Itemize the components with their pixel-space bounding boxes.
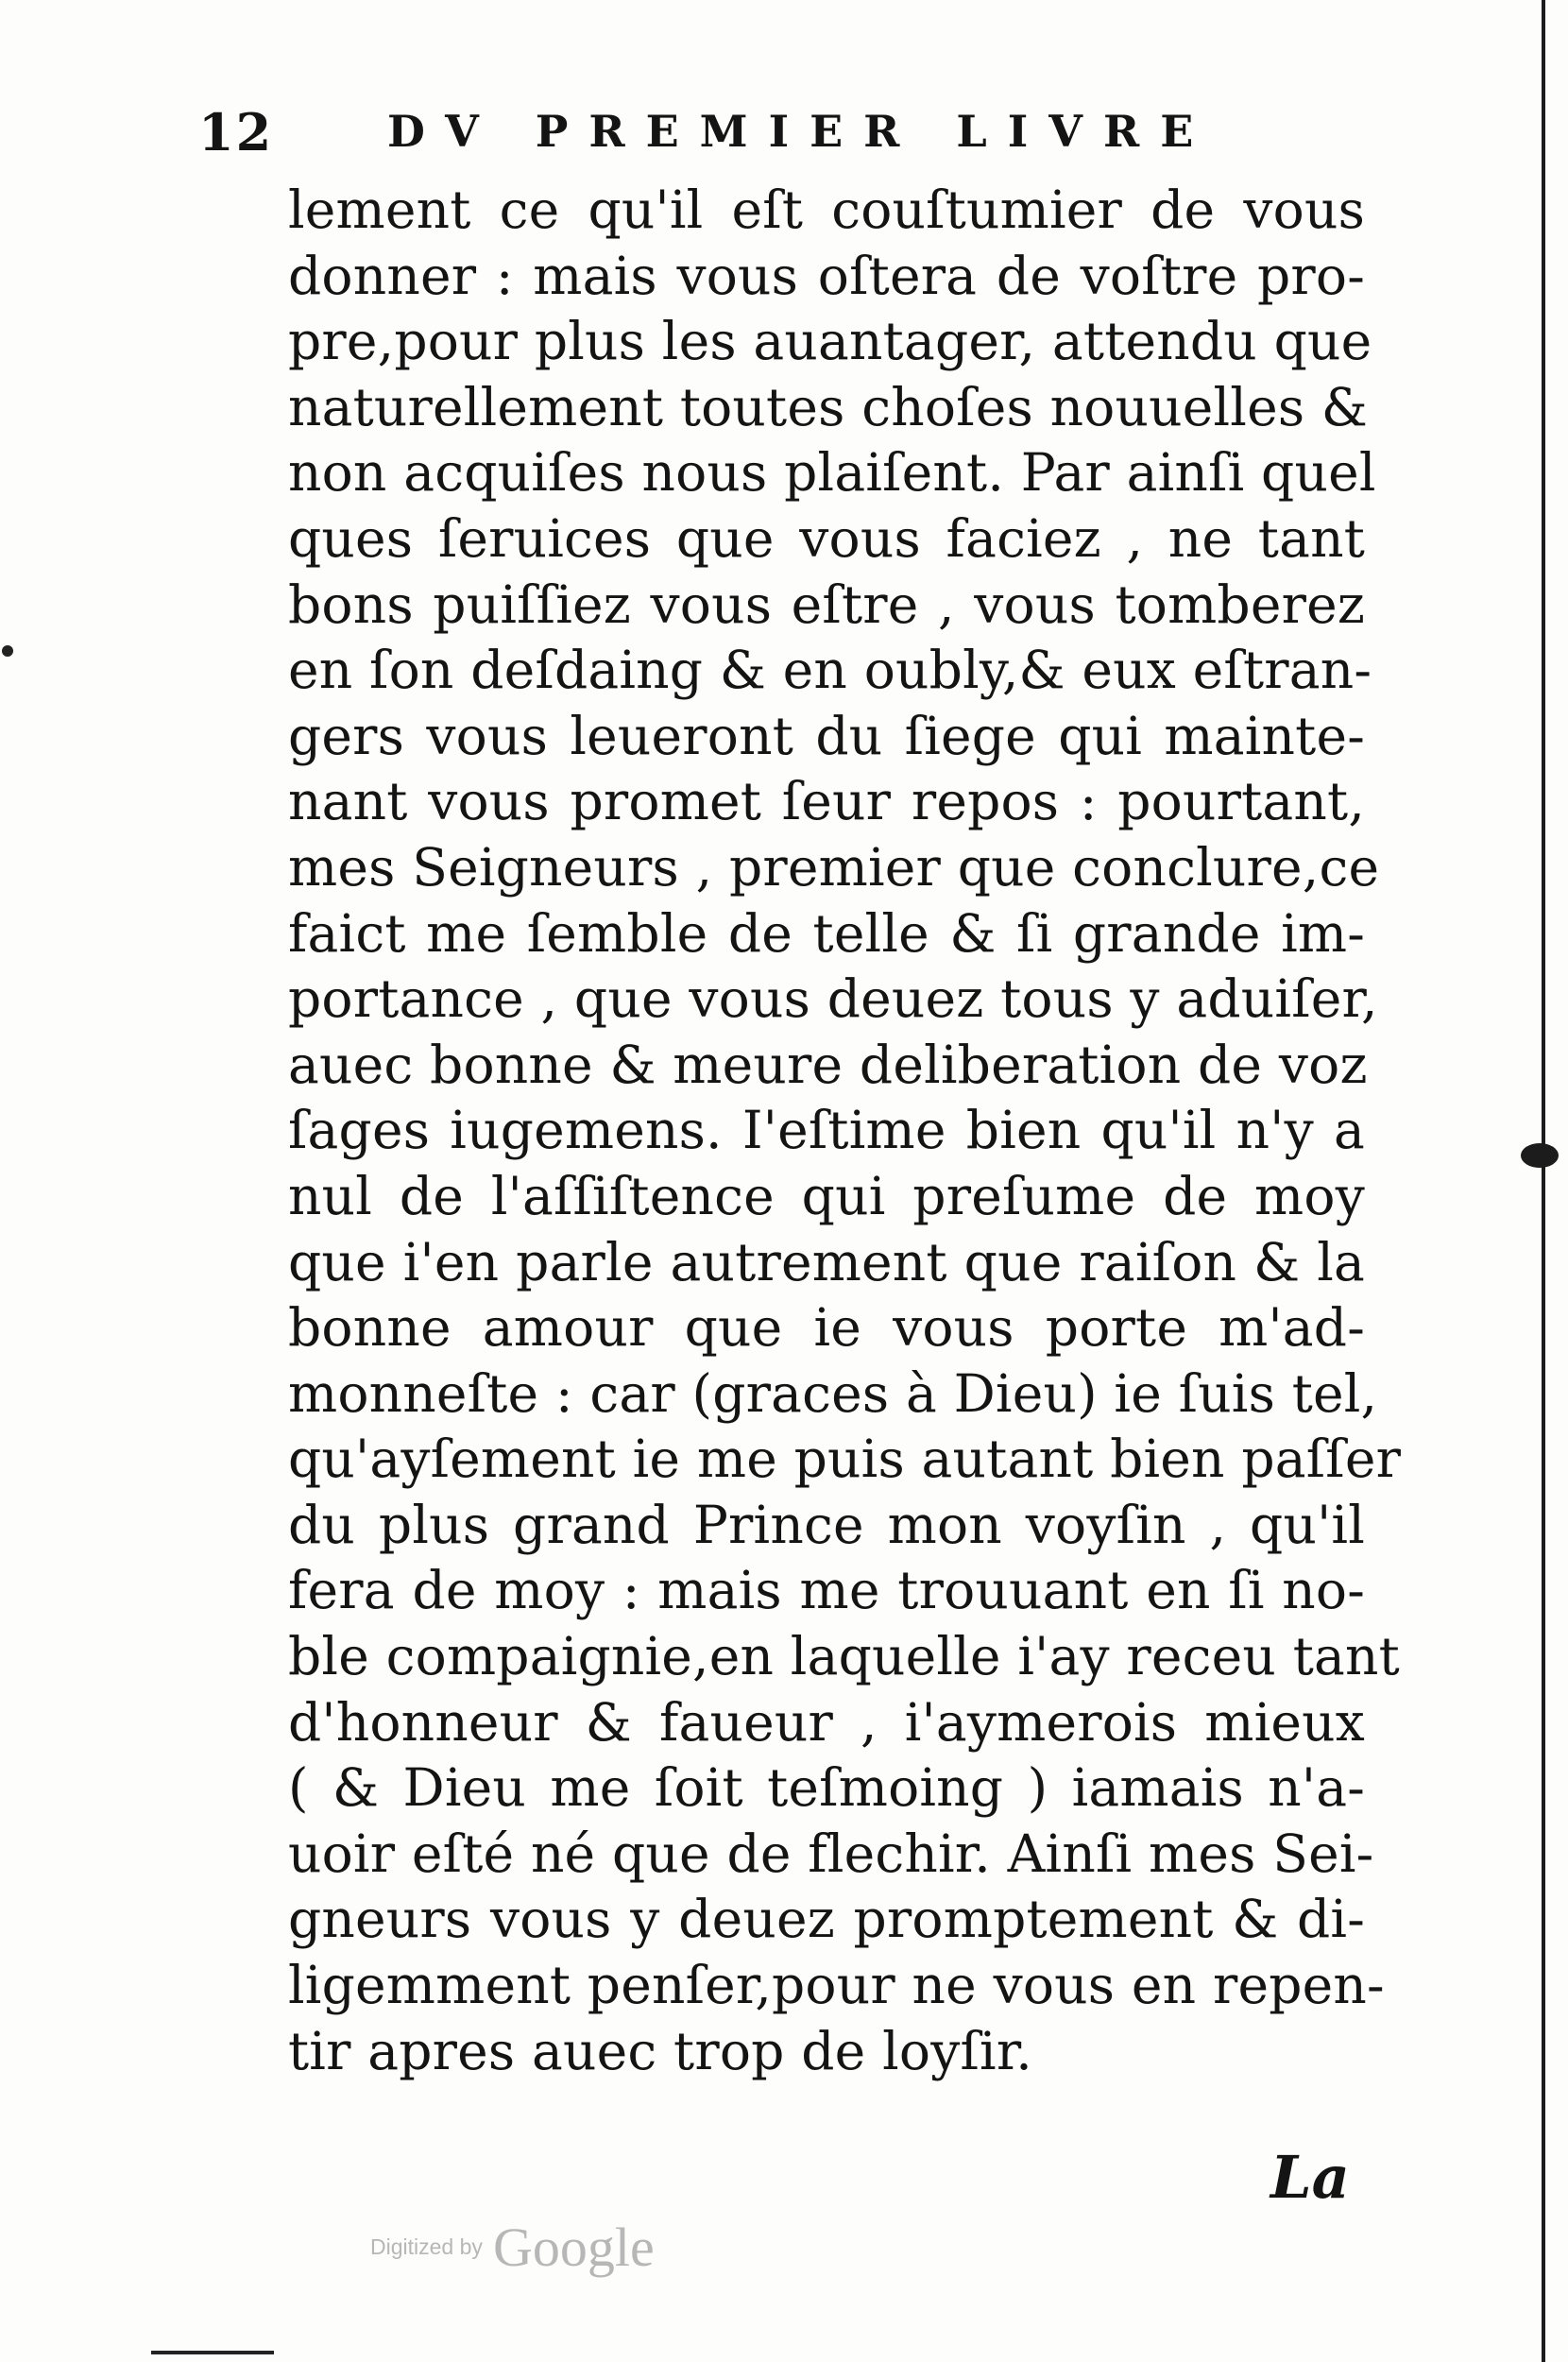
text-line: ligemment penſer,pour ne vous en repen- — [288, 1955, 1385, 2016]
text-line: qu'ayſement ie me puis autant bien paſſer — [288, 1429, 1402, 1490]
body-text — [288, 178, 1402, 2084]
text-line: bons puiſſiez vous eſtre , vous tomberez — [288, 573, 1365, 635]
text-line: lement ce qu'il eſt couſtumier de vous — [288, 180, 1365, 240]
text-line: gneurs vous y deuez promptement & di- — [288, 1889, 1365, 1950]
text-line: non acquiſes nous plaiſent. Par ainſi quel — [288, 442, 1376, 504]
text-line: monneſte : car (graces à Dieu) ie ſuis tel, — [288, 1362, 1378, 1424]
watermark-prefix: Digitized by — [370, 2234, 483, 2259]
bottom-edge-mark — [151, 2351, 274, 2354]
text-line: gers vous leueront du ſiege qui mainte- — [288, 705, 1365, 766]
text-line: nant vous promet ſeur repos : pourtant, — [288, 771, 1365, 832]
ink-spot — [2, 645, 13, 657]
text-line: auec bonne & meure deliberation de voz — [288, 1034, 1368, 1095]
text-line: fera de moy : mais me trouuant en ſi no- — [288, 1560, 1365, 1621]
catchword: La — [1270, 2143, 1350, 2212]
watermark-brand: Google — [492, 2217, 655, 2278]
text-line: du plus grand Prince mon voyſin , qu'il — [288, 1494, 1365, 1555]
running-head — [198, 102, 1228, 168]
text-line: donner : mais vous oſtera de voſtre pro- — [288, 245, 1365, 306]
text-line: mes Seigneurs , premier que conclure,ce — [288, 836, 1380, 898]
text-line: naturellement toutes choſes nouuelles & — [288, 376, 1369, 437]
text-line: pre,pour plus les auantager, attendu que — [288, 311, 1372, 372]
edge-ink-blot — [1521, 1143, 1559, 1168]
digitized-watermark — [370, 2216, 655, 2279]
text-line: uoir eſté né que de flechir. Ainſi mes Sei- — [288, 1823, 1374, 1884]
text-line: tir apres auec trop de loyſir. — [288, 2020, 1032, 2081]
page-number: 12 — [198, 102, 274, 163]
text-line: en ſon deſdaing & en oubly,& eux eſtran- — [288, 640, 1372, 701]
text-line: ( & Dieu me ſoit teſmoing ) iamais n'a- — [288, 1757, 1365, 1819]
text-line: d'honneur & faueur , i'aymerois mieux — [288, 1691, 1365, 1753]
text-line: ble compaignie,en laquelle i'ay receu tant — [288, 1626, 1400, 1687]
text-line: ques ſeruices que vous faciez , ne tant — [288, 507, 1365, 569]
text-line: ſages iugemens. I'eſtime bien qu'il n'y a — [288, 1100, 1365, 1161]
text-line: portance , que vous deuez tous y aduiſer, — [288, 968, 1378, 1030]
page-edge-line — [1542, 0, 1545, 2362]
running-title: DV PREMIER LIVRE — [387, 106, 1215, 157]
text-line: que i'en parle autrement que raiſon & la — [288, 1231, 1365, 1292]
text-line: bonne amour que ie vous porte m'ad- — [288, 1297, 1365, 1359]
text-line: nul de l'aſſiſtence qui preſume de moy — [288, 1165, 1365, 1226]
text-line: faict me ſemble de telle & ſi grande im- — [288, 902, 1365, 964]
